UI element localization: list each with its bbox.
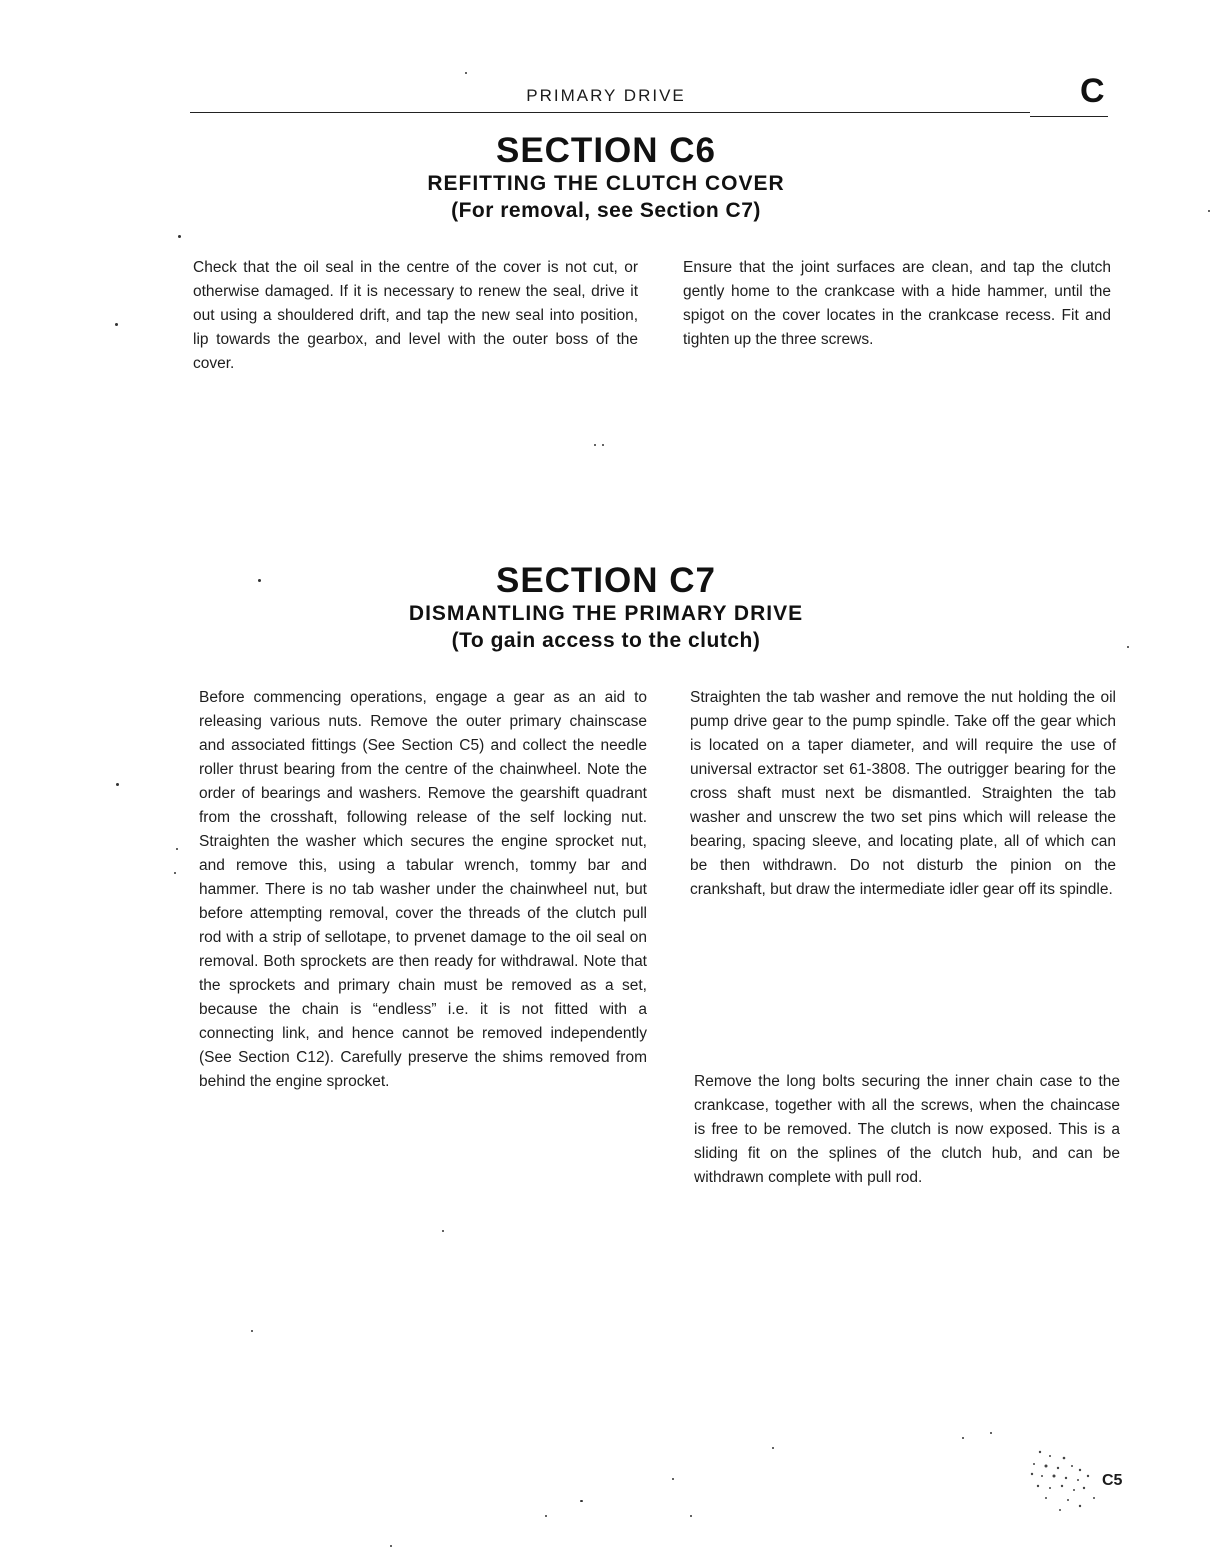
scan-speck	[545, 1515, 547, 1517]
scan-speck	[580, 1500, 583, 1502]
section-c6-heading	[0, 132, 1212, 224]
scan-speck	[1208, 210, 1210, 212]
c6-right-paragraph: Ensure that the joint surfaces are clean, and tap the clutch gently home to the crankcase with a hide hammer, until the spigot on the cover locates in the crankcase recess. Fit and tighten up the three screws.	[683, 259, 1111, 348]
scan-speck	[251, 1330, 253, 1332]
section-c6-title: SECTION C6	[495, 131, 717, 170]
scan-speck	[962, 1437, 964, 1439]
section-c7-heading	[0, 562, 1212, 654]
scan-speck	[990, 1432, 992, 1434]
scan-speck	[176, 848, 178, 850]
scan-speck	[594, 444, 596, 446]
scan-speck	[174, 872, 176, 874]
scan-speck	[690, 1515, 692, 1517]
scan-speck	[178, 235, 181, 238]
page-number: C5	[1102, 1472, 1123, 1489]
scan-speck	[258, 579, 261, 582]
c7-right-paragraph-2: Remove the long bolts securing the inner chain case to the crankcase, together with all the screws, when the chaincase is free to be removed. The clutch is now exposed. This is a sliding fit on the splines of the clutch hub, and can be withdrawn complete with pull rod.	[694, 1073, 1120, 1186]
c7-right-paragraph-1: Straighten the tab washer and remove the nut holding the oil pump drive gear to the pump spindle. Take off the gear which is located on a taper diameter, and will require the use of universal extractor set 61-3808. The outrigger bearing for the cross shaft must next be dismantled. Straighten the tab washer and unscrew the two set pins which will release the bearing, spacing sleeve, and locating plate, all of which can be then withdrawn. Do not disturb the pinion on the crankshaft, but draw the intermediate idler gear off its spindle.	[690, 689, 1116, 898]
page-corner-stamp	[1020, 1440, 1104, 1520]
header-rule-right	[1030, 116, 1108, 117]
section-letter: C	[1080, 72, 1105, 110]
c6-left-paragraph: Check that the oil seal in the centre of the cover is not cut, or otherwise damaged. If it is necessary to renew the seal, drive it out using a shouldered drift, and tap the new seal into position, lip towards the gearbox, and level with the outer boss of the cover.	[193, 259, 638, 372]
scan-speck	[442, 1230, 444, 1232]
scan-speck	[390, 1545, 392, 1547]
running-header: PRIMARY DRIVE	[526, 86, 686, 105]
section-c7-note: (To gain access to the clutch)	[451, 629, 761, 652]
scan-speck	[465, 72, 467, 74]
header-rule	[190, 112, 1030, 113]
section-c7-title: SECTION C7	[495, 561, 717, 600]
section-c6-subtitle: REFITTING THE CLUTCH COVER	[427, 172, 785, 195]
scan-speck	[1127, 646, 1129, 648]
scan-speck	[602, 444, 604, 446]
scan-speck	[772, 1447, 774, 1449]
c7-left-paragraph: Before commencing operations, engage a gear as an aid to releasing various nuts. Remove the outer primary chainscase and associated fittings (See Section C5) and collect the needle roller thrust bearing from the centre of the chainwheel. Note the order of bearings and washers. Remove the gearshift quadrant from the crosshaft, following release of the self locking nut. Straighten the washer which secures the engine sprocket nut, and remove this, using a tabular wrench, tommy bar and hammer. There is no tab washer under the chainwheel nut, but before attempting removal, cover the threads of the clutch pull rod with a strip of sellotape, to prvenet damage to the oil seal on removal. Both sprockets are then ready for withdrawal. Note that the sprockets and primary chain must be removed as a set, because the chain is “endless” i.e. it is not fitted with a connecting link, and hence cannot be removed independently (See Section C12). Carefully preserve the shims removed from behind the engine sprocket.	[199, 689, 647, 1090]
scan-speck	[116, 783, 119, 786]
scan-speck	[115, 323, 118, 326]
section-c6-note: (For removal, see Section C7)	[451, 199, 761, 222]
section-c7-subtitle: DISMANTLING THE PRIMARY DRIVE	[408, 602, 804, 625]
scan-speck	[672, 1478, 674, 1480]
